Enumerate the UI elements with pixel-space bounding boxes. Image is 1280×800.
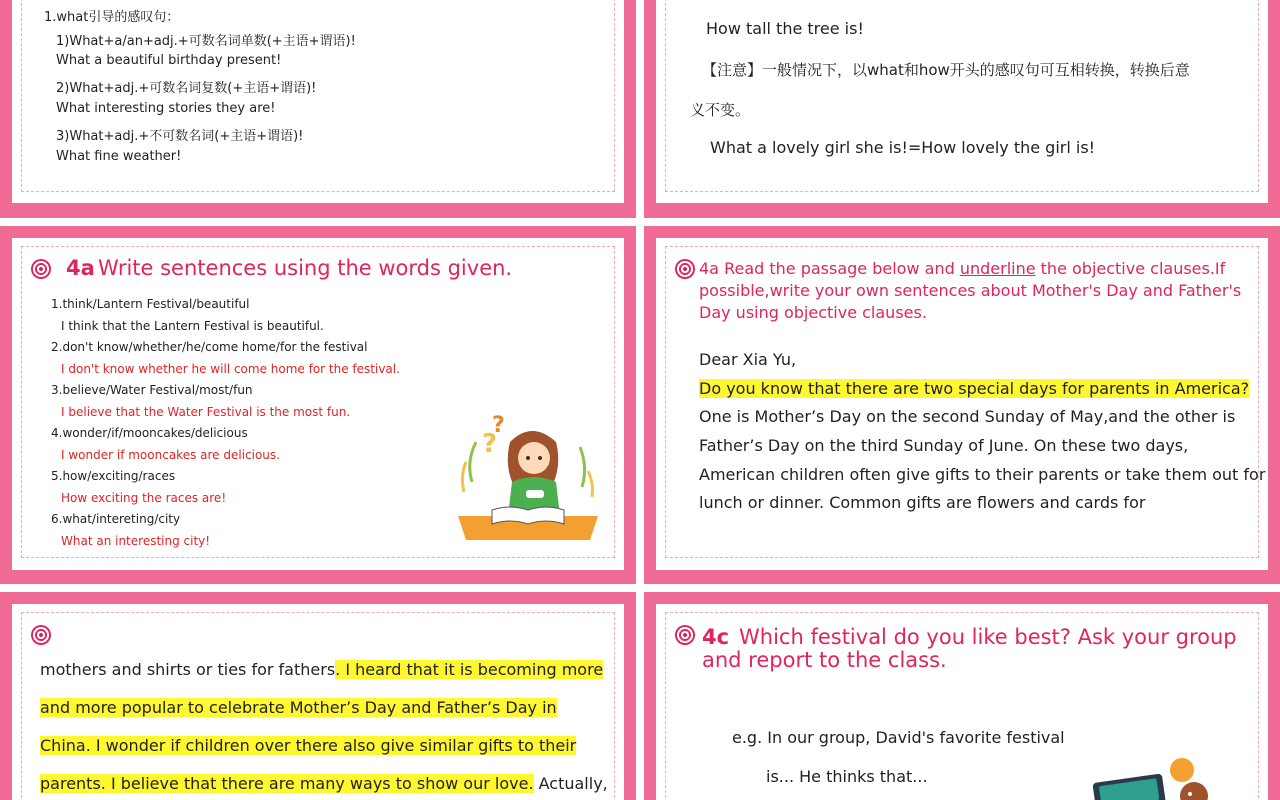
letter-cont-line-3 — [40, 736, 576, 755]
answer-1: I think that the Lantern Festival is beautiful. — [61, 319, 324, 333]
slide-2 — [644, 0, 1280, 218]
grammar-heading: 1.what引导的感叹句： — [44, 10, 180, 25]
spiral-icon — [675, 625, 695, 645]
answer-3: I believe that the Water Festival is the most fun. — [61, 405, 351, 419]
slide-3 — [0, 226, 636, 584]
line-4-plain: Actually, — [533, 774, 608, 793]
letter-line-3: American children often give gifts to their parents or take them out for — [699, 465, 1266, 484]
example-line-1: e.g. In our group, David's favorite festival — [732, 728, 1065, 747]
title-part-a: 4a Read the passage below and — [699, 259, 960, 278]
letter-cont-line-4 — [40, 774, 608, 793]
grammar-example-1: What a beautiful birthday present! — [56, 53, 282, 68]
how-example: How tall the tree is! — [706, 19, 864, 38]
grammar-rule-2: 2)What+adj.+可数名词复数(+主语+谓语)! — [56, 81, 317, 96]
letter-line-1: One is Mother’s Day on the second Sunday of May,and the other is — [699, 407, 1236, 426]
title-underline: underline — [959, 259, 1036, 278]
answer-2: I don't know whether he will come home for the festival. — [61, 362, 400, 376]
passage-title-line-1 — [699, 259, 1225, 278]
letter-highlight — [699, 379, 1249, 398]
spiral-icon — [675, 259, 695, 279]
note-line-1: 【注意】一般情况下，以what和how开头的感叹句可互相转换，转换后意 — [702, 61, 1190, 79]
activity-tag: 4c — [702, 625, 730, 649]
slide-5 — [0, 592, 636, 800]
svg-text:?: ? — [482, 429, 498, 459]
slide-4 — [644, 226, 1280, 584]
answer-4: I wonder if mooncakes are delicious. — [61, 448, 280, 462]
spiral-icon — [31, 625, 51, 645]
line-2-highlight: and more popular to celebrate Mother’s Day and Father’s Day in — [40, 698, 557, 717]
letter-line-4: lunch or dinner. Common gifts are flowers and cards for — [699, 493, 1146, 512]
letter-cont-line-1 — [40, 660, 603, 679]
passage-title-line-2: possible,write your own sentences about Mother's Day and Father's — [699, 281, 1242, 300]
prompt-4: 4.wonder/if/mooncakes/delicious — [51, 426, 248, 440]
grammar-example-3: What fine weather! — [56, 149, 182, 164]
activity-title-line-1: Which festival do you like best? Ask your group — [739, 625, 1237, 649]
slide-6 — [644, 592, 1280, 800]
prompt-5: 5.how/exciting/races — [51, 469, 176, 483]
prompt-6: 6.what/intereting/city — [51, 512, 181, 526]
svg-text:?: ? — [492, 413, 505, 438]
grammar-example-2: What interesting stories they are! — [56, 101, 276, 116]
girl-reading-illustration — [452, 412, 602, 544]
exercise-title: Write sentences using the words given. — [98, 256, 513, 280]
conversion-example: What a lovely girl she is!=How lovely the girl is! — [710, 138, 1096, 157]
tablet-illustration — [1090, 756, 1230, 800]
exercise-tag: 4a — [66, 256, 95, 280]
letter-line-2: Father’s Day on the third Sunday of June. On these two days, — [699, 436, 1189, 455]
grammar-rule-3: 3)What+adj.+不可数名词(+主语+谓语)! — [56, 129, 304, 144]
answer-6: What an interesting city! — [61, 534, 211, 548]
prompt-3: 3.believe/Water Festival/most/fun — [51, 383, 253, 397]
spiral-icon — [31, 259, 51, 279]
letter-greeting: Dear Xia Yu, — [699, 350, 797, 369]
line-1-plain: mothers and shirts or ties for fathers — [40, 660, 336, 679]
prompt-2: 2.don't know/whether/he/come home/for the festival — [51, 340, 368, 354]
note-line-2: 义不变。 — [690, 101, 751, 119]
activity-title-line-2: and report to the class. — [702, 648, 947, 672]
prompt-1: 1.think/Lantern Festival/beautiful — [51, 297, 250, 311]
passage-title-line-3: Day using objective clauses. — [699, 303, 927, 322]
line-4-highlight: parents. I believe that there are many ways to show our love. — [40, 774, 534, 793]
example-line-2: is... He thinks that... — [766, 767, 928, 786]
line-3-highlight: China. I wonder if children over there also give similar gifts to their — [40, 736, 577, 755]
line-1-highlight: . I heard that it is becoming more — [335, 660, 604, 679]
answer-5: How exciting the races are! — [61, 491, 227, 505]
slide-1 — [0, 0, 636, 218]
letter-cont-line-2 — [40, 698, 557, 717]
objective-clause-highlight: Do you know that there are two special days for parents in America? — [699, 379, 1250, 398]
grammar-rule-1: 1)What+a/an+adj.+可数名词单数(+主语+谓语)! — [56, 34, 356, 49]
title-part-b: the objective clauses.If — [1035, 259, 1226, 278]
